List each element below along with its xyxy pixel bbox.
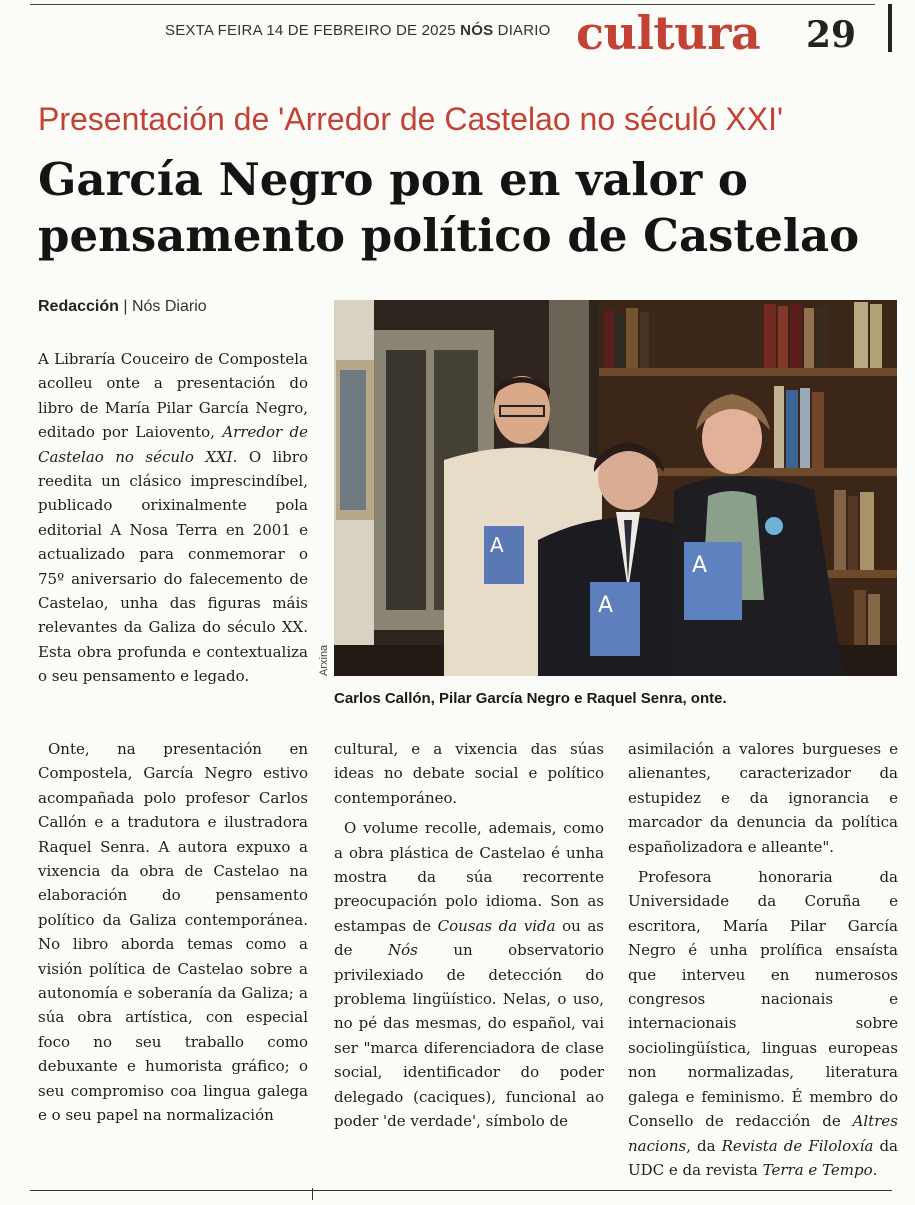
article-column-1-top <box>38 347 308 689</box>
headline-line-2: pensamento político de Castelao <box>38 209 860 262</box>
headline-line-1: García Negro pon en valor o <box>38 153 748 206</box>
svg-text:A: A <box>490 533 504 557</box>
text: . <box>872 1160 878 1179</box>
section-title: cultura <box>576 6 761 60</box>
bottom-rule <box>30 1190 892 1191</box>
page-number: 29 <box>806 14 857 56</box>
column-tick <box>312 1188 313 1200</box>
headline <box>38 152 859 264</box>
paragraph-2: Onte, na presentación en Compostela, García Negro estivo acompañada polo profesor Carlos Callón e a tradutora e ilustradora Raquel Senra. A autora expuxo a vixencia da obra de Castelao na elaboración do pensamento político da Galiza contemporánea. No libro aborda temas como a visión política de Castelao sobre a autonomía e soberanía da Galiza; a súa obra artística, con especial foco no seu traballo como debuxante e humorista gráfico; o seu compromiso coa lingua galega e o seu papel na normalización <box>38 740 308 1125</box>
text: . O libro reedita un clásico imprescindíbel, publicado orixinalmente pola editorial A Nosa Terra en 2001 e actualizado para conmemorar o 75º aniversario do falecemento de Castelao, unha das figuras máis relevantes da Galiza do século XX. Esta obra profunda e contextualiza o seu pensamento e legado. <box>38 447 308 686</box>
text: un observatorio privilexiado de detección do problema lingüístico. Nelas, o uso, no pé das mesmas, do español, vai ser "marca diferenciadora de clase social, identificador do poder delegado (caciques), funcional ao poder 'de verdade', símbolo de <box>334 941 605 1131</box>
header-bar <box>888 4 892 52</box>
paragraph-4 <box>628 865 898 1182</box>
book-title: Arredor de Castelao no século XXI <box>38 423 308 466</box>
dateline <box>165 22 551 39</box>
photo-caption: Carlos Callón, Pilar García Negro e Raquel Senra, onte. <box>334 690 727 707</box>
paper-name-bold: NÓS <box>460 22 494 39</box>
date: SEXTA FEIRA 14 DE FEBREIRO DE 2025 <box>165 22 456 39</box>
paragraph-1 <box>38 347 308 689</box>
paper-name-rest: DIARIO <box>497 22 551 39</box>
kicker: Presentación de 'Arredor de Castelao no séculó XXI' <box>38 101 784 137</box>
byline <box>38 298 207 316</box>
byline-outlet: Nós Diario <box>131 298 207 315</box>
text: A Libraría Couceiro de Compostela acolleu onte a presentación do libro de María Pilar García Negro, editado por Laiovento, <box>38 350 308 442</box>
paragraph-3-continued: asimilación a valores burgueses e alienantes, caracterizador da estupidez e da ignorancia e marcador da denuncia da política españolizadora e alleante". <box>628 740 898 856</box>
byline-author: Redacción <box>38 298 119 315</box>
work-title: Cousas da vida <box>437 916 556 935</box>
text: ou as de <box>334 916 604 960</box>
top-rule <box>30 4 875 5</box>
article-column-1-bottom <box>38 737 308 1128</box>
article-column-3 <box>628 737 898 1182</box>
publication-title: Revista de Filoloxía <box>721 1136 874 1155</box>
text: O volume recolle, ademais, como a obra plástica de Castelao é unha mostra da súa recorrente preocupación polo idioma. Son as estampas de <box>334 819 604 935</box>
publication-title: Terra e Tempo <box>762 1160 873 1179</box>
paragraph-3 <box>334 816 604 1133</box>
publication-title: Altres nacions <box>628 1112 898 1155</box>
text: , da <box>686 1136 722 1155</box>
svg-text:A: A <box>692 553 708 578</box>
text: da UDC e da revista <box>628 1136 898 1179</box>
text: Profesora honoraria da Universidade da Coruña e escritora, María Pilar García Negro é unha prolífica ensaísta que interveu en numerosos congresos nacionais e internacionais sobre sociolingüística, linguas europeas non normalizadas, literatura galega e feminismo. É membro do Consello de redacción de <box>628 868 898 1131</box>
paragraph-2-continued: cultural, e a vixencia das súas ideas no debate social e político contemporáneo. <box>334 740 604 807</box>
work-title: Nós <box>387 941 418 960</box>
photo-credit: Arxina <box>318 644 330 676</box>
svg-text:A: A <box>598 593 614 618</box>
byline-separator: | <box>118 298 132 315</box>
article-column-2 <box>334 737 604 1134</box>
article-photo <box>334 300 897 676</box>
